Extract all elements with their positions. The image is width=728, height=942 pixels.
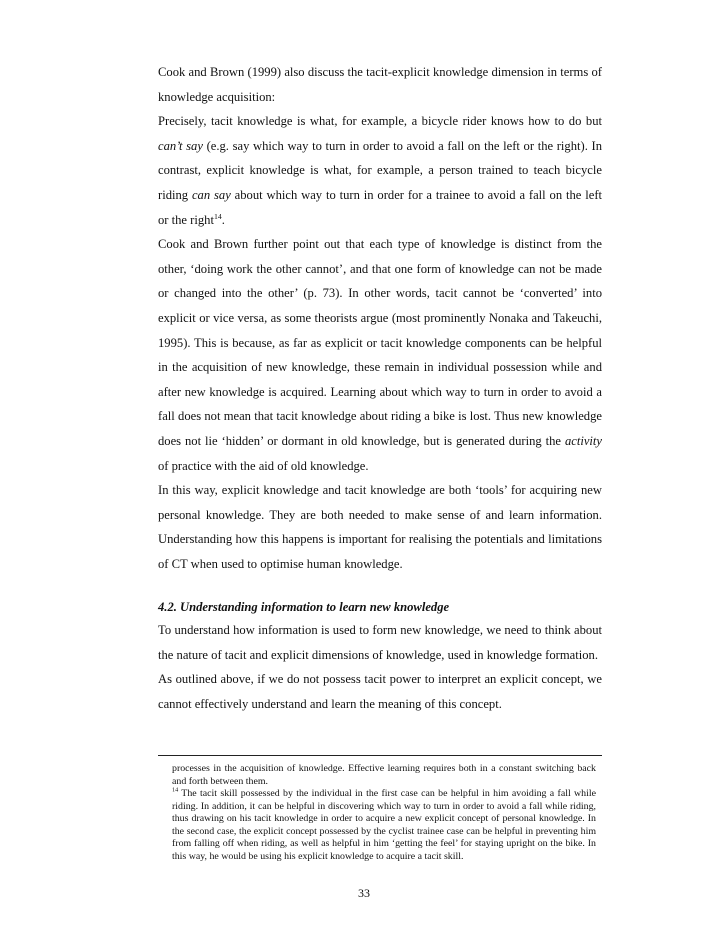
- paragraph: [172, 788, 596, 863]
- emphasis: activity: [564, 433, 602, 448]
- text-run: Cook and Brown (1999) also discuss the tacit-explicit knowledge dimension in terms of knowledge acquisition:: [158, 65, 602, 104]
- paragraph: [158, 232, 602, 478]
- paragraph: [158, 618, 602, 667]
- text-run: processes in the acquisition of knowledge. Effective learning requires both in a constant switching back and forth between them.: [172, 763, 596, 787]
- paragraph: [158, 667, 602, 716]
- page-number: 33: [358, 886, 370, 900]
- paragraph: [158, 109, 602, 232]
- text-run: (e.g. say which way to turn in order to avoid a fall on the left or the right). In contrast, explicit knowledge is what, for example, a person trained to teach bicycle riding: [158, 138, 602, 202]
- text-run: As outlined above, if we do not possess tacit power to interpret an explicit concept, we cannot effectively understand and learn the meaning of this concept.: [158, 672, 602, 711]
- text-run: of practice with the aid of old knowledge.: [158, 458, 369, 473]
- body-text-bottom: [158, 618, 602, 716]
- text-run: about which way to turn in order for a trainee to avoid a fall on the left or the right: [158, 187, 603, 227]
- footnote-ref: 14: [213, 211, 222, 221]
- footnotes: [172, 763, 596, 863]
- footnote-divider: [158, 755, 602, 756]
- footnote-ref: 14: [172, 787, 179, 794]
- text-run: To understand how information is used to form new knowledge, we need to think about the nature of tacit and explicit dimensions of knowledge, used in knowledge formation.: [158, 623, 602, 662]
- text-run: .: [221, 212, 225, 227]
- body-text-top: [158, 60, 602, 576]
- paragraph: [158, 60, 602, 109]
- paragraph: [172, 763, 596, 788]
- section-heading: 4.2. Understanding information to learn new knowledge: [158, 600, 450, 614]
- text-run: The tacit skill possessed by the individual in the first case can be helpful in him avoiding a fall while riding. In addition, it can be helpful in discovering which way to turn in order to avoid a fall while riding, thus drawing on his tacit knowledge in order to acquire a new explicit concept of personal knowledge. In the second case, the explicit concept possessed by the cyclist trainee case can be helpful in preventing him from falling off when riding, as well as helpful in him ‘getting the feel’ for staying upright on the bike. In this way, he would be using his explicit knowledge to acquire a tacit skill.: [172, 788, 596, 862]
- paragraph: [158, 478, 602, 576]
- text-run: Precisely, tacit knowledge is what, for example, a bicycle rider knows how to do but: [158, 114, 602, 129]
- emphasis: can’t say: [158, 138, 203, 153]
- text-run: In this way, explicit knowledge and tacit knowledge are both ‘tools’ for acquiring new personal knowledge. They are both needed to make sense of and learn information. Understanding how this happens is important for realising the potentials and limitations of CT when used to optimise human knowledge.: [158, 483, 602, 571]
- emphasis: can say: [191, 187, 231, 202]
- text-run: Cook and Brown further point out that each type of knowledge is distinct from the other, ‘doing work the other cannot’, and that one form of knowledge can not be made or changed into the other’ (p. 73). In other words, tacit cannot be ‘converted’ into explicit or vice versa, as some theorists argue (most prominently Nonaka and Takeuchi, 1995). This is because, as far as explicit or tacit knowledge components can be helpful in the acquisition of new knowledge, these remain in individual possession while and after new knowledge is acquired. Learning about which way to turn in order to avoid a fall does not mean that tacit knowledge about riding a bike is lost. Thus new knowledge does not lie ‘hidden’ or dormant in old knowledge, but is generated during the: [158, 237, 602, 448]
